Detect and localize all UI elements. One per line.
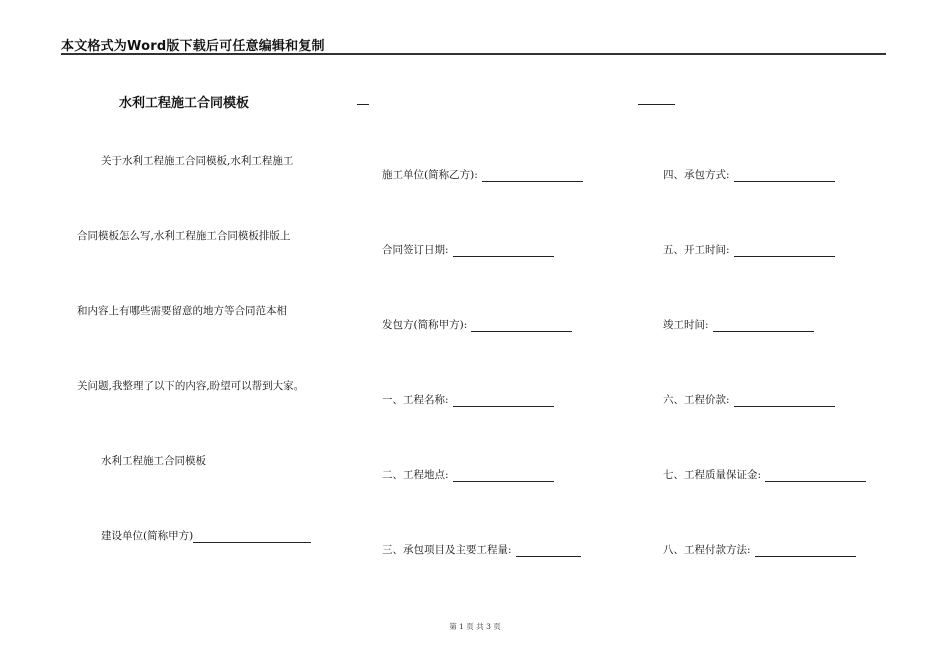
- field-label: 四、承包方式:: [663, 169, 730, 181]
- field-label: 合同签订日期:: [382, 244, 449, 256]
- field-blank: [516, 545, 581, 557]
- document-title: 水利工程施工合同模板: [119, 96, 250, 111]
- field-blank: [734, 395, 835, 407]
- field-blank: [713, 320, 814, 332]
- intro-line: 合同模板怎么写,水利工程施工合同模板排版上: [77, 230, 291, 242]
- field-label: 发包方(简称甲方):: [382, 319, 468, 331]
- field-label: 六、工程价款:: [663, 394, 730, 406]
- intro-line: 和内容上有哪些需要留意的地方等合同范本相: [77, 305, 287, 317]
- field-blank: [755, 545, 856, 557]
- intro-line: 关于水利工程施工合同模板,水利工程施工: [101, 155, 294, 167]
- header-rule: [61, 53, 886, 55]
- form-field: [382, 468, 554, 482]
- form-field: [382, 543, 581, 557]
- field-label: 三、承包项目及主要工程量:: [382, 544, 512, 556]
- title-underline-1: [357, 104, 369, 105]
- intro-line: 关问题,我整理了以下的内容,盼望可以帮到大家。: [77, 380, 305, 392]
- form-field: [382, 243, 554, 257]
- form-field: [663, 318, 814, 332]
- field-blank: [765, 470, 866, 482]
- field-blank: [453, 395, 554, 407]
- field-label: 建设单位(简称甲方): [101, 530, 194, 542]
- field-blank: [471, 320, 572, 332]
- title-underline-2: [638, 104, 675, 105]
- field-label: 竣工时间:: [663, 319, 709, 331]
- field-label: 八、工程付款方法:: [663, 544, 751, 556]
- form-field: [382, 393, 554, 407]
- field-blank: [453, 470, 554, 482]
- field-label: 五、开工时间:: [663, 244, 730, 256]
- field-blank: [734, 245, 835, 257]
- form-field: [663, 168, 835, 182]
- form-field: [382, 318, 572, 332]
- field-blank: [193, 531, 311, 543]
- field-label: 七、工程质量保证金:: [663, 469, 762, 481]
- form-field: [663, 543, 856, 557]
- form-field-employer: [101, 529, 311, 543]
- form-field: [663, 243, 835, 257]
- form-field: [382, 168, 583, 182]
- field-label: 二、工程地点:: [382, 469, 449, 481]
- page-number: 第 1 页 共 3 页: [449, 622, 501, 631]
- field-label: 施工单位(简称乙方):: [382, 169, 478, 181]
- field-blank: [734, 170, 835, 182]
- form-field: [663, 393, 835, 407]
- header-text: 本文格式为Word版下载后可任意编辑和复制: [61, 39, 325, 54]
- field-blank: [482, 170, 583, 182]
- field-label: 一、工程名称:: [382, 394, 449, 406]
- field-blank: [453, 245, 554, 257]
- form-field: [663, 468, 866, 482]
- document-subtitle: 水利工程施工合同模板: [101, 455, 206, 467]
